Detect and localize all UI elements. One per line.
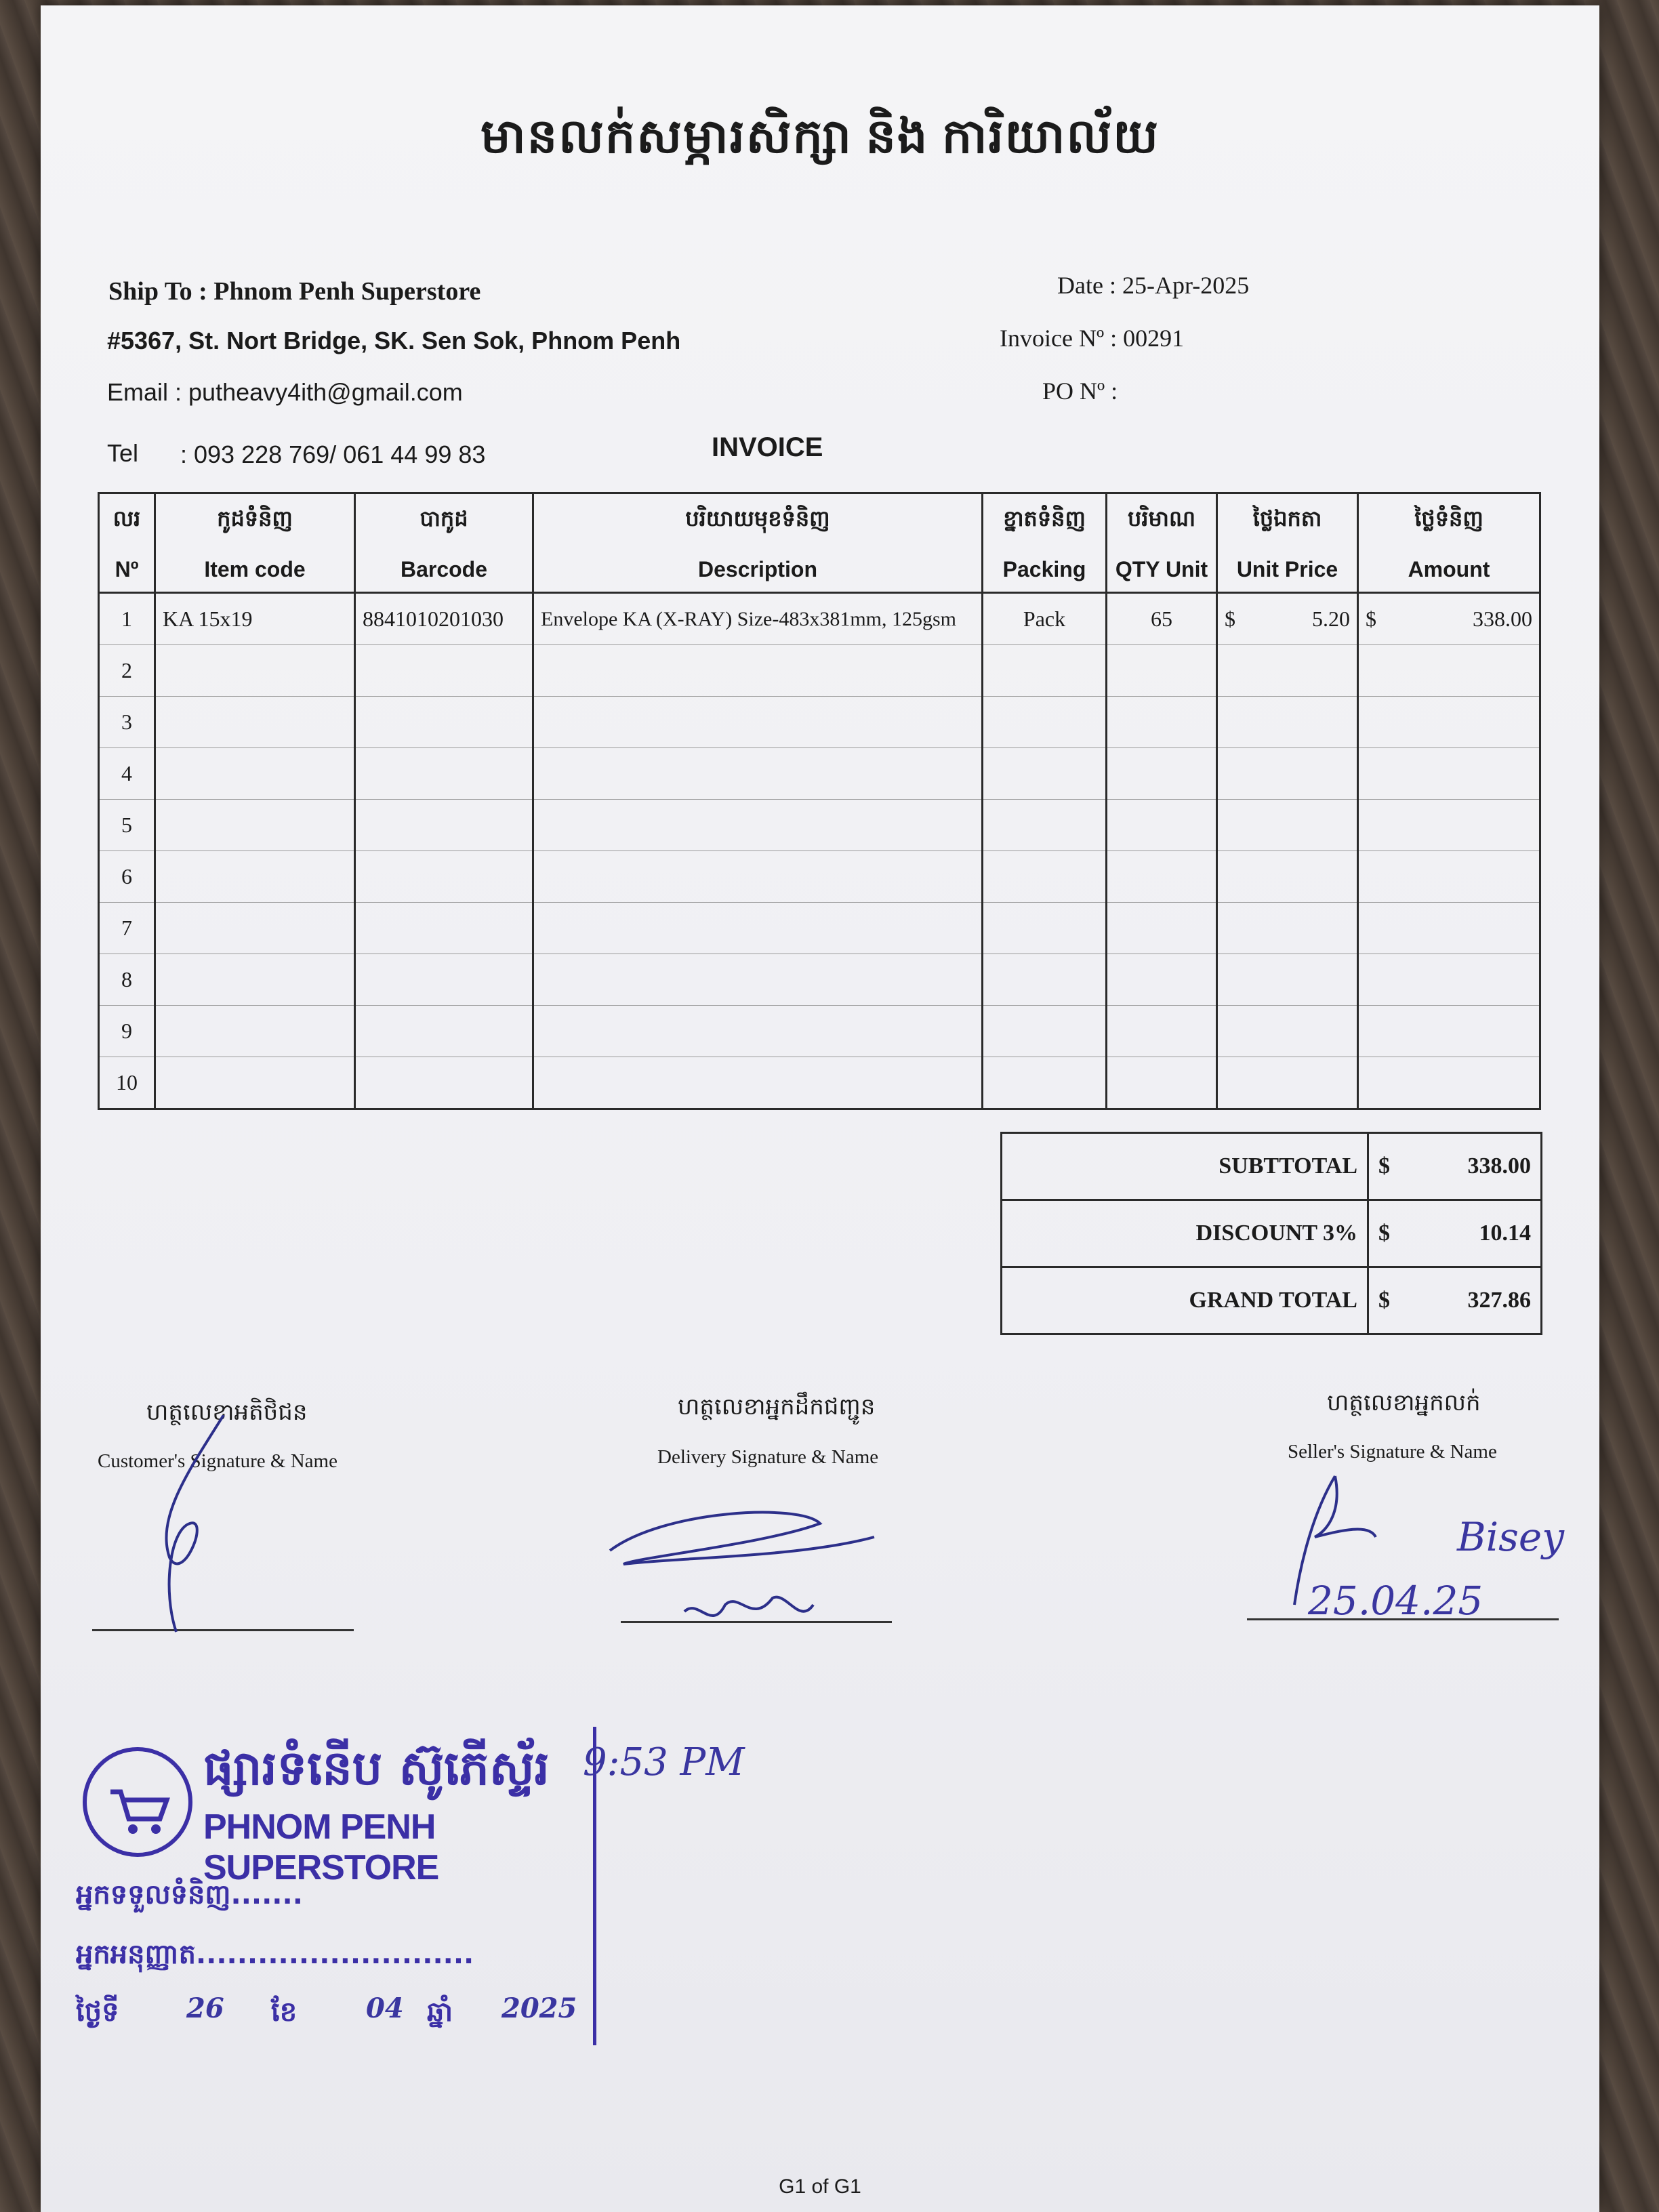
col-kh-item-code: កូដទំនិញ [155,493,355,548]
invoice-number: Invoice Nº : 00291 [1000,325,1185,352]
discount-currency: $ [1368,1200,1409,1267]
invoice-heading: INVOICE [712,432,823,462]
grand-total-row [1002,1267,1542,1334]
seller-signature-label: Seller's Signature & Name [1288,1441,1497,1462]
unit-price: 5.20 [1312,607,1350,631]
ship-to: Ship To : Phnom Penh Superstore [108,277,481,306]
barcode: 8841010201030 [355,593,533,645]
table-row [99,954,1540,1006]
seller-date-handwritten: 25.04.25 [1308,1578,1483,1624]
unit-price-currency: $ [1225,607,1235,631]
col-kh-no: លរ [99,493,155,548]
row-number: 9 [99,1006,155,1057]
col-kh-unit-price: ថ្លៃឯកតា [1217,493,1358,548]
seller-name-handwritten: Bisey [1457,1514,1565,1560]
table-row [99,851,1540,903]
row-number: 6 [99,851,155,903]
stamp-day: 26 [186,1992,224,2024]
discount-label: DISCOUNT 3% [1002,1200,1368,1267]
row-number: 10 [99,1057,155,1109]
col-unit-price: Unit Price [1217,547,1358,593]
stamp-month: 04 [366,1992,404,2024]
col-qty: QTY Unit [1107,547,1217,593]
stamp-store-name: PHNOM PENH SUPERSTORE [203,1807,439,1887]
col-description: Description [533,547,983,593]
amount-cell [1358,593,1540,645]
grand-total-value: 327.86 [1408,1267,1542,1334]
totals-table [1000,1132,1542,1335]
stamp-year: 2025 [501,1992,577,2024]
col-kh-qty: បរិមាណ [1107,493,1217,548]
stamp-year-label: ឆ្នាំ [427,1996,453,2028]
stamp-month-label: ខែ [271,1996,298,2028]
delivery-signature-scribble [596,1496,881,1645]
table-row [99,1006,1540,1057]
address: #5367, St. Nort Bridge, SK. Sen Sok, Phnom Penh [107,327,681,354]
grand-total-label: GRAND TOTAL [1002,1267,1368,1334]
row-number: 1 [99,593,155,645]
invoice-date: Date : 25-Apr-2025 [1057,272,1250,299]
email: Email : putheavy4ith@gmail.com [107,378,463,406]
discount-row [1002,1200,1542,1267]
subtotal-currency: $ [1368,1133,1409,1200]
stamp-date-label: ថ្ងៃទី [76,1996,119,2028]
receiving-stamp [68,1727,603,2045]
stamp-store-name-kh: ផ្សារទំនើប ស៊ូភើស្ទ័រ [203,1740,550,1796]
cart-icon [83,1747,192,1857]
col-kh-barcode: បាកូដ [355,493,533,548]
items-table [98,492,1541,1110]
subtotal-row [1002,1133,1542,1200]
table-row [99,697,1540,748]
customer-signature-label: Customer's Signature & Name [98,1450,337,1472]
customer-signature-scribble [149,1415,258,1645]
row-number: 3 [99,697,155,748]
table-row [99,593,1540,645]
description: Envelope KA (X-RAY) Size-483x381mm, 125gsm [533,593,983,645]
col-no: Nº [99,547,155,593]
seller-signature-kh: ហត្ថលេខាអ្នកលក់ [1327,1389,1481,1416]
amount-currency: $ [1366,607,1376,631]
item-code: KA 15x19 [155,593,355,645]
table-row [99,1057,1540,1109]
col-packing: Packing [983,547,1107,593]
subtotal-value: 338.00 [1408,1133,1542,1200]
po-number: PO Nº : [1042,377,1118,405]
stamp-approved-line: អ្នកអនុញ្ញាត........................... [76,1939,474,1970]
packing: Pack [983,593,1107,645]
grand-total-currency: $ [1368,1267,1409,1334]
col-amount: Amount [1358,547,1540,593]
table-row [99,903,1540,954]
table-row [99,800,1540,851]
row-number: 5 [99,800,155,851]
stamp-received-line: អ្នកទទួលទំនិញ....... [76,1879,303,1910]
row-number: 4 [99,748,155,800]
table-row [99,748,1540,800]
customer-signature-kh: ហត្ថលេខាអតិថិជន [146,1399,308,1426]
col-barcode: Barcode [355,547,533,593]
col-kh-packing: ខ្នាតទំនិញ [983,493,1107,548]
unit-price-cell [1217,593,1358,645]
handwritten-time-note: 9:53 PM [583,1740,745,1784]
row-number: 8 [99,954,155,1006]
page-footer: G1 of G1 [779,2175,861,2198]
col-item-code: Item code [155,547,355,593]
tel-value: : 093 228 769/ 061 44 99 83 [180,441,486,468]
col-kh-description: បរិយាយមុខទំនិញ [533,493,983,548]
table-row [99,645,1540,697]
delivery-signature-kh: ហត្ថលេខាអ្នកដឹកជញ្ជូន [678,1393,876,1420]
row-number: 7 [99,903,155,954]
row-number: 2 [99,645,155,697]
subtotal-label: SUBTTOTAL [1002,1133,1368,1200]
qty: 65 [1107,593,1217,645]
discount-value: 10.14 [1408,1200,1542,1267]
col-kh-amount: ថ្លៃទំនិញ [1358,493,1540,548]
tel-label: Tel [107,439,139,467]
amount: 338.00 [1473,607,1532,631]
delivery-signature-label: Delivery Signature & Name [657,1446,879,1468]
invoice-paper [41,5,1599,2212]
store-title: មានលក់សម្ភារសិក្សា និង ការិយាល័យ [480,111,1160,163]
